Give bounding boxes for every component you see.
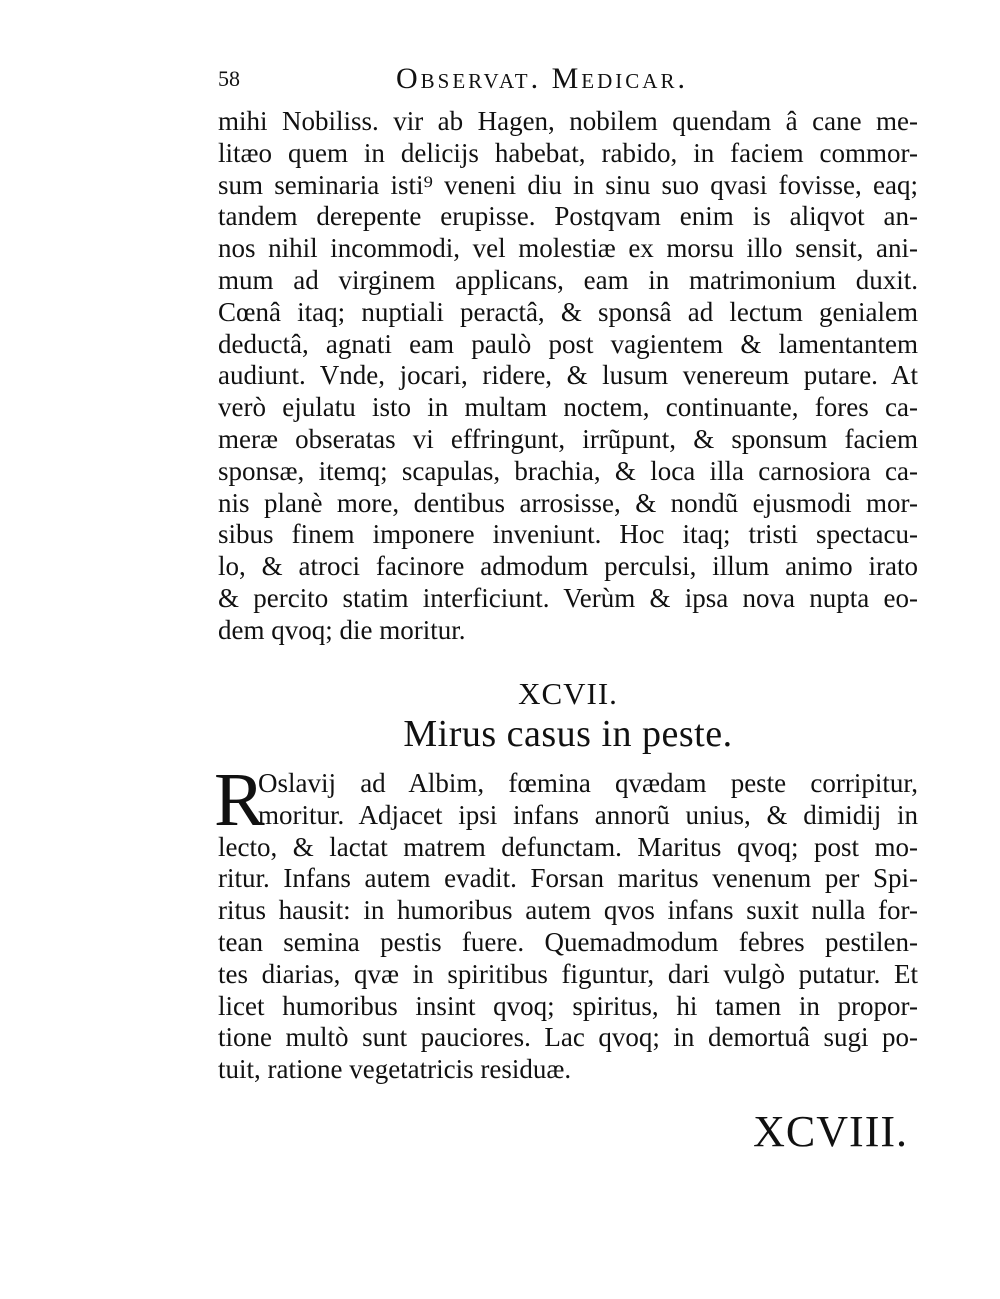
text-line: ritus hausit: in humoribus autem qvos infans suxit nulla for-: [218, 895, 918, 926]
text-line: verò ejulatu isto in multam noctem, continuante, fores ca-: [218, 392, 918, 423]
text-line: moritur. Adjacet ipsi infans annorũ unius, & dimidij in: [258, 799, 918, 830]
text-line: mum ad virginem applicans, eam in matrimonium duxit.: [218, 264, 918, 295]
catchword: XCVIII.: [753, 1107, 908, 1156]
page-number: 58: [218, 66, 240, 91]
text-line: ritur. Infans autem evadit. Forsan maritus venenum per Spi-: [218, 863, 918, 894]
text-line: lo, & atroci facinore admodum perculsi, illum animo irato: [218, 551, 918, 582]
observation-96-text: [218, 106, 918, 647]
running-title: Observat. Medicar.: [396, 62, 688, 95]
text-line: tione multò sunt pauciores. Lac qvoq; in demortuâ sugi po-: [218, 1022, 918, 1053]
text-line: dem qvoq; die moritur.: [218, 614, 466, 645]
text-line: meræ obseratas vi effringunt, irrũpunt, & sponsum faciem: [218, 423, 918, 454]
text-line: tandem derepente erupisse. Postqvam enim is aliqvot an-: [218, 201, 918, 232]
text-line: nos nihil incommodi, vel molestiæ ex morsu illo sensit, ani-: [218, 233, 918, 264]
observation-97-text: [218, 768, 918, 1086]
text-line: Cœnâ itaq; nuptiali peractâ, & sponsâ ad lectum genialem: [218, 296, 918, 327]
text-line: nis planè more, dentibus arrosisse, & nondũ ejusmodi mor-: [218, 487, 918, 518]
text-line: tes diarias, qvæ in spiritibus figuntur, dari vulgò putatur. Et: [218, 958, 918, 989]
text-line: sibus finem imponere inveniunt. Hoc itaq; tristi spectacu-: [218, 519, 918, 550]
text-line: Oslavij ad Albim, fœmina qvædam peste corripitur,: [258, 768, 918, 798]
text-line: tuit, ratione vegetatricis residuæ.: [218, 1054, 572, 1085]
running-head: [218, 62, 918, 102]
text-line: licet humoribus insint qvoq; spiritus, hi tamen in propor-: [218, 990, 918, 1021]
text-line: audiunt. Vnde, jocari, ridere, & lusum venereum putare. At: [218, 360, 918, 391]
text-line: sum seminaria isti⁹ veneni diu in sinu suo qvasi fovisse, eaq;: [218, 169, 918, 200]
section-number: XCVII.: [518, 676, 618, 711]
drop-cap: R: [214, 758, 265, 842]
text-line: deductâ, agnati eam paulò post vagientem & lamentantem: [218, 328, 918, 359]
text-line: sponsæ, itemq; scapulas, brachia, & loca illa carnosiora ca-: [218, 455, 918, 486]
section-title: Mirus casus in peste.: [403, 713, 733, 755]
text-line: tean semina pestis fuere. Quemadmodum febres pestilen-: [218, 926, 918, 957]
text-line: litæo quem in delicijs habebat, rabido, in faciem commor-: [218, 137, 918, 168]
text-line: mihi Nobiliss. vir ab Hagen, nobilem quendam â cane me-: [218, 106, 918, 136]
text-line: & percito statim interficiunt. Verùm & ipsa nova nupta eo-: [218, 582, 918, 613]
text-line: lecto, & lactat matrem defunctam. Maritus qvoq; post mo-: [218, 831, 918, 862]
